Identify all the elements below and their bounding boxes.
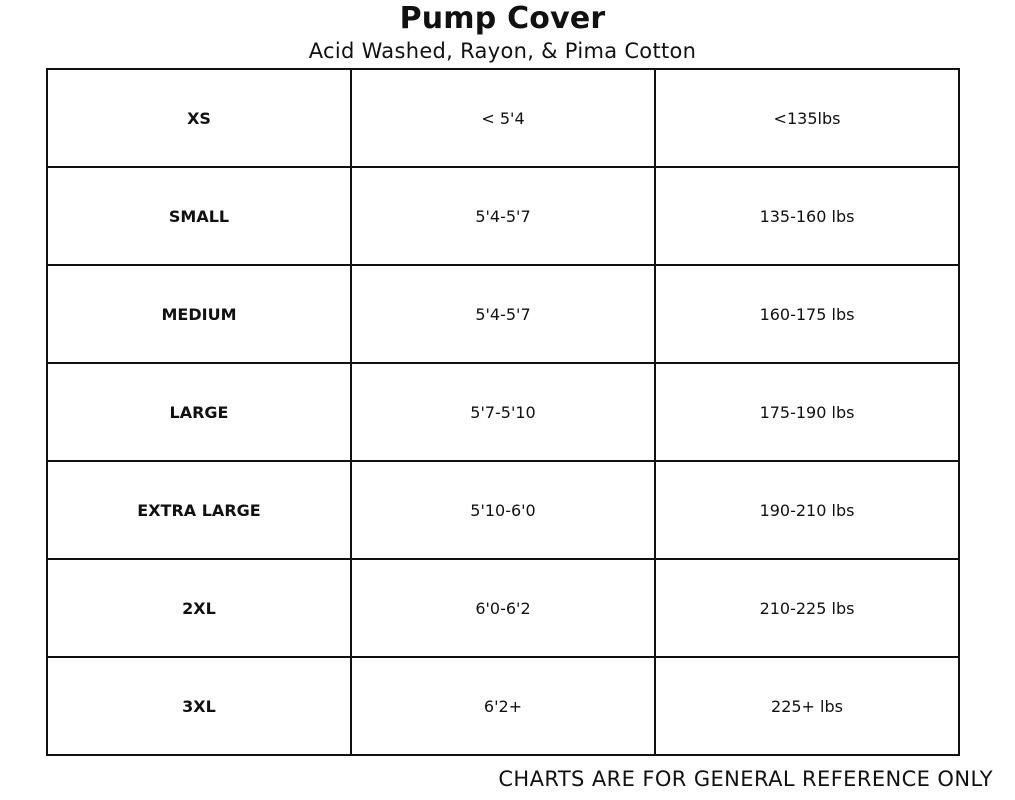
table-row	[47, 69, 959, 167]
height-cell: 6'0-6'2	[351, 559, 655, 657]
height-cell: 6'2+	[351, 657, 655, 755]
weight-cell: 225+ lbs	[655, 657, 959, 755]
height-cell: 5'10-6'0	[351, 461, 655, 559]
height-cell: 5'7-5'10	[351, 363, 655, 461]
table-row	[47, 363, 959, 461]
table-row	[47, 167, 959, 265]
size-cell: MEDIUM	[47, 265, 351, 363]
weight-cell: 210-225 lbs	[655, 559, 959, 657]
table-row	[47, 461, 959, 559]
size-cell: 3XL	[47, 657, 351, 755]
table-row	[47, 559, 959, 657]
size-cell: XS	[47, 69, 351, 167]
size-cell: EXTRA LARGE	[47, 461, 351, 559]
height-cell: 5'4-5'7	[351, 265, 655, 363]
page-subtitle: Acid Washed, Rayon, & Pima Cotton	[308, 39, 697, 63]
size-chart-table	[46, 68, 960, 756]
height-cell: 5'4-5'7	[351, 167, 655, 265]
weight-cell: 190-210 lbs	[655, 461, 959, 559]
size-cell: LARGE	[47, 363, 351, 461]
size-cell: 2XL	[47, 559, 351, 657]
reference-disclaimer: CHARTS ARE FOR GENERAL REFERENCE ONLY	[498, 767, 993, 791]
table-row	[47, 657, 959, 755]
weight-cell: 175-190 lbs	[655, 363, 959, 461]
weight-cell: 160-175 lbs	[655, 265, 959, 363]
height-cell: < 5'4	[351, 69, 655, 167]
page-title: Pump Cover	[399, 1, 606, 36]
size-cell: SMALL	[47, 167, 351, 265]
weight-cell: 135-160 lbs	[655, 167, 959, 265]
table-row	[47, 265, 959, 363]
weight-cell: <135lbs	[655, 69, 959, 167]
